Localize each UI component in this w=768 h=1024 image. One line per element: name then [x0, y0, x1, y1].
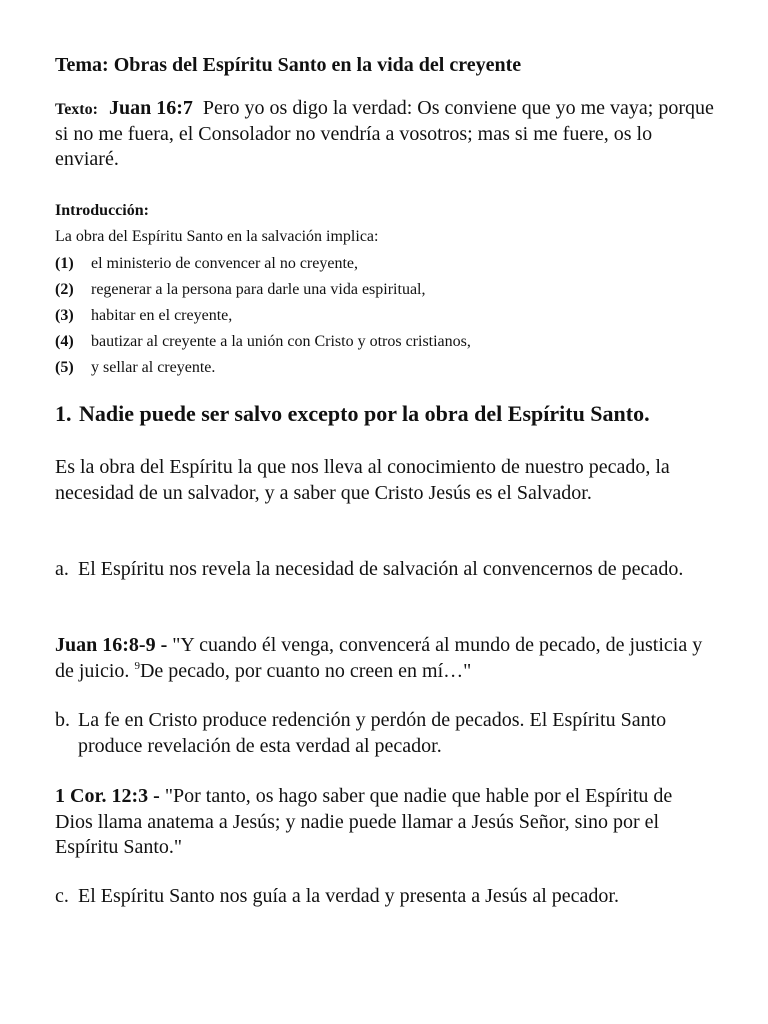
list-item-number: (5)	[55, 359, 74, 376]
page-title: Tema: Obras del Espíritu Santo en la vida del creyente	[55, 54, 522, 76]
point-a-marker: a.	[55, 558, 69, 580]
section-number: 1.	[55, 401, 72, 426]
list-item	[55, 329, 715, 355]
verse-text-part1: "Y cuando él venga, convencerá al mundo de pecado, de justicia y de juicio.	[55, 634, 703, 682]
section-heading	[55, 400, 715, 428]
section-heading-text: Nadie puede ser salvo excepto por la obra del Espíritu Santo.	[79, 401, 650, 426]
point-c	[55, 884, 715, 910]
verse-juan-16-8	[55, 633, 715, 684]
point-a-text: El Espíritu nos revela la necesidad de salvación al convencernos de pecado.	[78, 558, 684, 580]
intro-heading: Introducción:	[55, 202, 149, 219]
section-paragraph: Es la obra del Espíritu la que nos lleva al conocimiento de nuestro pecado, la necesidad de un salvador, y a saber que Cristo Jesús es el Salvador.	[55, 456, 670, 504]
intro-list	[55, 251, 715, 381]
list-item-text: y sellar al creyente.	[91, 359, 216, 376]
point-a	[55, 557, 715, 583]
list-item-text: el ministerio de convencer al no creyente,	[91, 255, 358, 272]
verse-reference: 1 Cor. 12:3 -	[55, 785, 160, 807]
texto-label: Texto:	[55, 101, 98, 118]
point-b-marker: b.	[55, 709, 70, 731]
list-item-number: (3)	[55, 307, 74, 324]
verse-number-superscript: 9	[134, 659, 140, 672]
list-item	[55, 251, 715, 277]
list-item-text: regenerar a la persona para darle una vida espiritual,	[91, 281, 426, 298]
intro-lead: La obra del Espíritu Santo en la salvación implica:	[55, 228, 379, 245]
point-b	[55, 708, 715, 759]
point-c-text: El Espíritu Santo nos guía a la verdad y presenta a Jesús al pecador.	[78, 885, 619, 907]
list-item-number: (1)	[55, 255, 74, 272]
list-item	[55, 303, 715, 329]
list-item	[55, 355, 715, 381]
texto-body: Pero yo os digo la verdad: Os conviene que yo me vaya; porque si no me fuera, el Consolador no vendría a vosotros; mas si me fuere, os lo enviaré.	[55, 97, 714, 170]
texto-reference: Juan 16:7	[108, 97, 193, 119]
point-b-text: La fe en Cristo produce redención y perdón de pecados. El Espíritu Santo produce revelación de esta verdad al pecador.	[78, 709, 667, 757]
verse-text: "Por tanto, os hago saber que nadie que hable por el Espíritu de Dios llama anatema a Jesús; y nadie puede llamar a Jesús Señor, sino por el Espíritu Santo."	[55, 785, 673, 858]
list-item-number: (4)	[55, 333, 74, 350]
point-c-marker: c.	[55, 885, 69, 907]
verse-1-cor-12-3	[55, 784, 715, 861]
list-item-number: (2)	[55, 281, 74, 298]
list-item-text: habitar en el creyente,	[91, 307, 233, 324]
texto-block	[55, 96, 715, 172]
list-item	[55, 277, 715, 303]
list-item-text: bautizar al creyente a la unión con Cristo y otros cristianos,	[91, 333, 471, 350]
verse-text-part2: De pecado, por cuanto no creen en mí…"	[139, 659, 472, 682]
verse-reference: Juan 16:8-9 -	[55, 634, 168, 656]
